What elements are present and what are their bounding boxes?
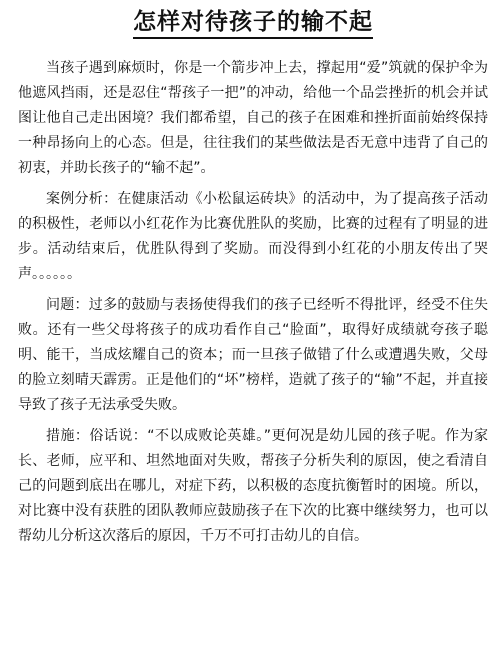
paragraph-case-analysis: 案例分析：在健康活动《小松鼠运砖块》的活动中，为了提高孩子活动的积极性，老师以小红花作为比赛优胜队的奖励，比赛的过程有了明显的进步。活动结束后，优胜队得到了奖励。而没得到小红花的小朋友传出了哭声。。。。。。 (18, 191, 488, 282)
page-title-text: 怎样对待孩子的输不起 (133, 7, 373, 39)
paragraph-measures: 措施：俗话说：“不以成败论英雄。”更何况是幼儿园的孩子呢。作为家长、老师，应平和、坦然地面对失败，帮孩子分析失利的原因，使之看清自己的问题到底出在哪儿，对症下药，以积极的态度抗衡暂时的困境。所以，对比赛中没有获胜的团队教师应鼓励孩子在下次的比赛中继续努力，也可以帮幼儿分析这次落后的原因，千万不可打击幼儿的自信。 (18, 428, 488, 544)
page-title (18, 4, 488, 40)
paragraph-problem: 问题：过多的鼓励与表扬使得我们的孩子已经听不得批评，经受不住失败。还有一些父母将孩子的成功看作自己“脸面”，取得好成绩就夸孩子聪明、能干，当成炫耀自己的资本；而一旦孩子做错了什么或遭遇失败，父母的脸立刻晴天霹雳。正是他们的“坏”榜样，造就了孩子的“输”不起，并直接导致了孩子无法承受失败。 (18, 297, 488, 413)
paragraph-intro: 当孩子遇到麻烦时，你是一个箭步冲上去，撑起用“爱”筑就的保护伞为他遮风挡雨，还是忍住“帮孩子一把”的冲动，给他一个品尝挫折的机会并试图让他自己走出困境？我们都希望，自己的孩子在困难和挫折面前始终保持一种昂扬向上的心态。但是，往往我们的某些做法是否无意中违背了自己的初衷，并助长孩子的“输不起”。 (18, 60, 488, 176)
